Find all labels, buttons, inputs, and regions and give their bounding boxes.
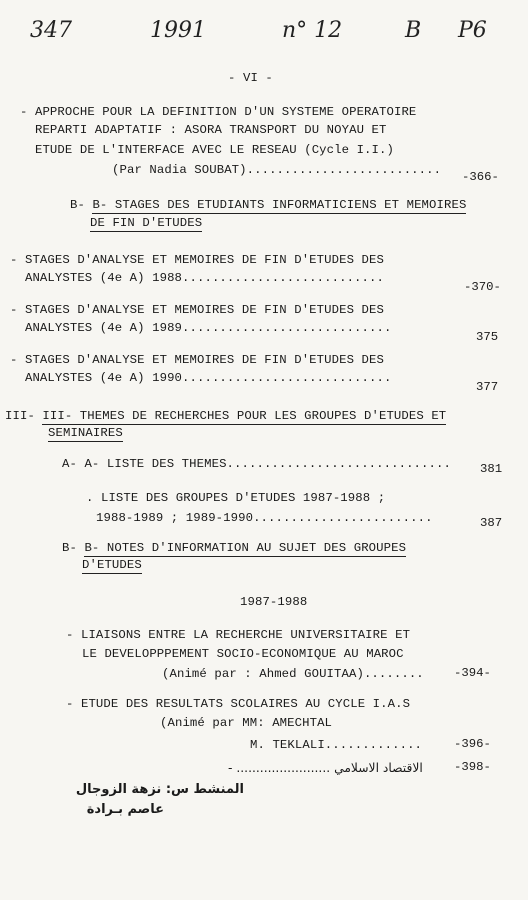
heading-prefix: III-: [5, 409, 43, 423]
toc-line: ANALYSTES (4e A) 1988...........................: [10, 271, 384, 285]
toc-line: (Animé par MM: AMECHTAL: [160, 716, 333, 730]
section-heading-cont: [90, 215, 202, 231]
toc-line: - APPROCHE POUR LA DEFINITION D'UN SYSTEME OPERATOIRE: [20, 105, 417, 119]
page-marker: - VI -: [228, 71, 273, 85]
toc-line: (Animé par : Ahmed GOUITAA)........: [162, 667, 424, 681]
handwritten-note-2: 1991: [150, 18, 206, 43]
heading-prefix: B-: [62, 541, 85, 555]
toc-line: M. TEKLALI.............: [250, 738, 423, 752]
toc-line: - ETUDE DES RESULTATS SCOLAIRES AU CYCLE I.A.S: [66, 697, 411, 711]
toc-line: ANALYSTES (4e A) 1990............................: [10, 371, 392, 385]
handwritten-note-1: 347: [30, 18, 72, 43]
toc-line: ETUDE DE L'INTERFACE AVEC LE RESEAU (Cycle I.I.): [20, 143, 394, 157]
heading-text: DE FIN D'ETUDES: [90, 216, 203, 230]
heading-text: SEMINAIRES: [48, 426, 123, 440]
heading-text: B- NOTES D'INFORMATION AU SUJET DES GROUPES: [84, 541, 407, 555]
toc-line: REPARTI ADAPTATIF : ASORA TRANSPORT DU NOYAU ET: [20, 123, 387, 137]
toc-line: - STAGES D'ANALYSE ET MEMOIRES DE FIN D'ETUDES DES: [10, 353, 384, 367]
section-heading-cont: [82, 557, 142, 573]
page-number: -398-: [454, 760, 491, 774]
toc-line: ANALYSTES (4e A) 1989............................: [10, 321, 392, 335]
toc-line: . LISTE DES GROUPES D'ETUDES 1987-1988 ;: [86, 491, 386, 505]
heading-text: B- STAGES DES ETUDIANTS INFORMATICIENS ET MEMOIRES: [92, 198, 467, 212]
page-number: -396-: [454, 737, 491, 751]
toc-line: (Par Nadia SOUBAT)..........................: [112, 163, 442, 177]
footer-arabic-line: عاصم بـرادة: [86, 802, 164, 817]
heading-text: D'ETUDES: [82, 558, 142, 572]
toc-line: - STAGES D'ANALYSE ET MEMOIRES DE FIN D'ETUDES DES: [10, 303, 384, 317]
page-number: 381: [480, 462, 503, 476]
heading-prefix: B-: [70, 198, 93, 212]
year-heading: 1987-1988: [240, 595, 308, 609]
handwritten-note-4: B: [405, 18, 422, 43]
toc-line-arabic: - ........................ الاقتصاد الاسلامي: [228, 761, 423, 775]
footer-arabic-line: المنشط س: نزهة الزوجال: [75, 782, 244, 797]
page-number: 377: [476, 380, 499, 394]
page-number: -394-: [454, 666, 491, 680]
section-heading: [5, 408, 446, 424]
toc-line: LE DEVELOPPPEMENT SOCIO-ECONOMIQUE AU MAROC: [82, 647, 404, 661]
handwritten-note-5: P6: [458, 18, 487, 43]
section-heading: [62, 540, 406, 556]
page-number: 387: [480, 516, 503, 530]
toc-line: 1988-1989 ; 1989-1990........................: [96, 511, 433, 525]
page-number: -370-: [464, 280, 501, 294]
page-number: 375: [476, 330, 499, 344]
toc-line: [62, 456, 451, 472]
page-number: -366-: [462, 170, 499, 184]
toc-line: - STAGES D'ANALYSE ET MEMOIRES DE FIN D'ETUDES DES: [10, 253, 384, 267]
section-heading: [70, 197, 466, 213]
heading-text: III- THEMES DE RECHERCHES POUR LES GROUPES D'ETUDES ET: [42, 409, 447, 423]
toc-line: - LIAISONS ENTRE LA RECHERCHE UNIVERSITAIRE ET: [66, 628, 411, 642]
handwritten-note-3: n° 12: [282, 18, 343, 43]
section-heading-cont: [48, 425, 123, 441]
heading-text: A- LISTE DES THEMES..............................: [84, 457, 451, 471]
heading-prefix: A-: [62, 457, 85, 471]
